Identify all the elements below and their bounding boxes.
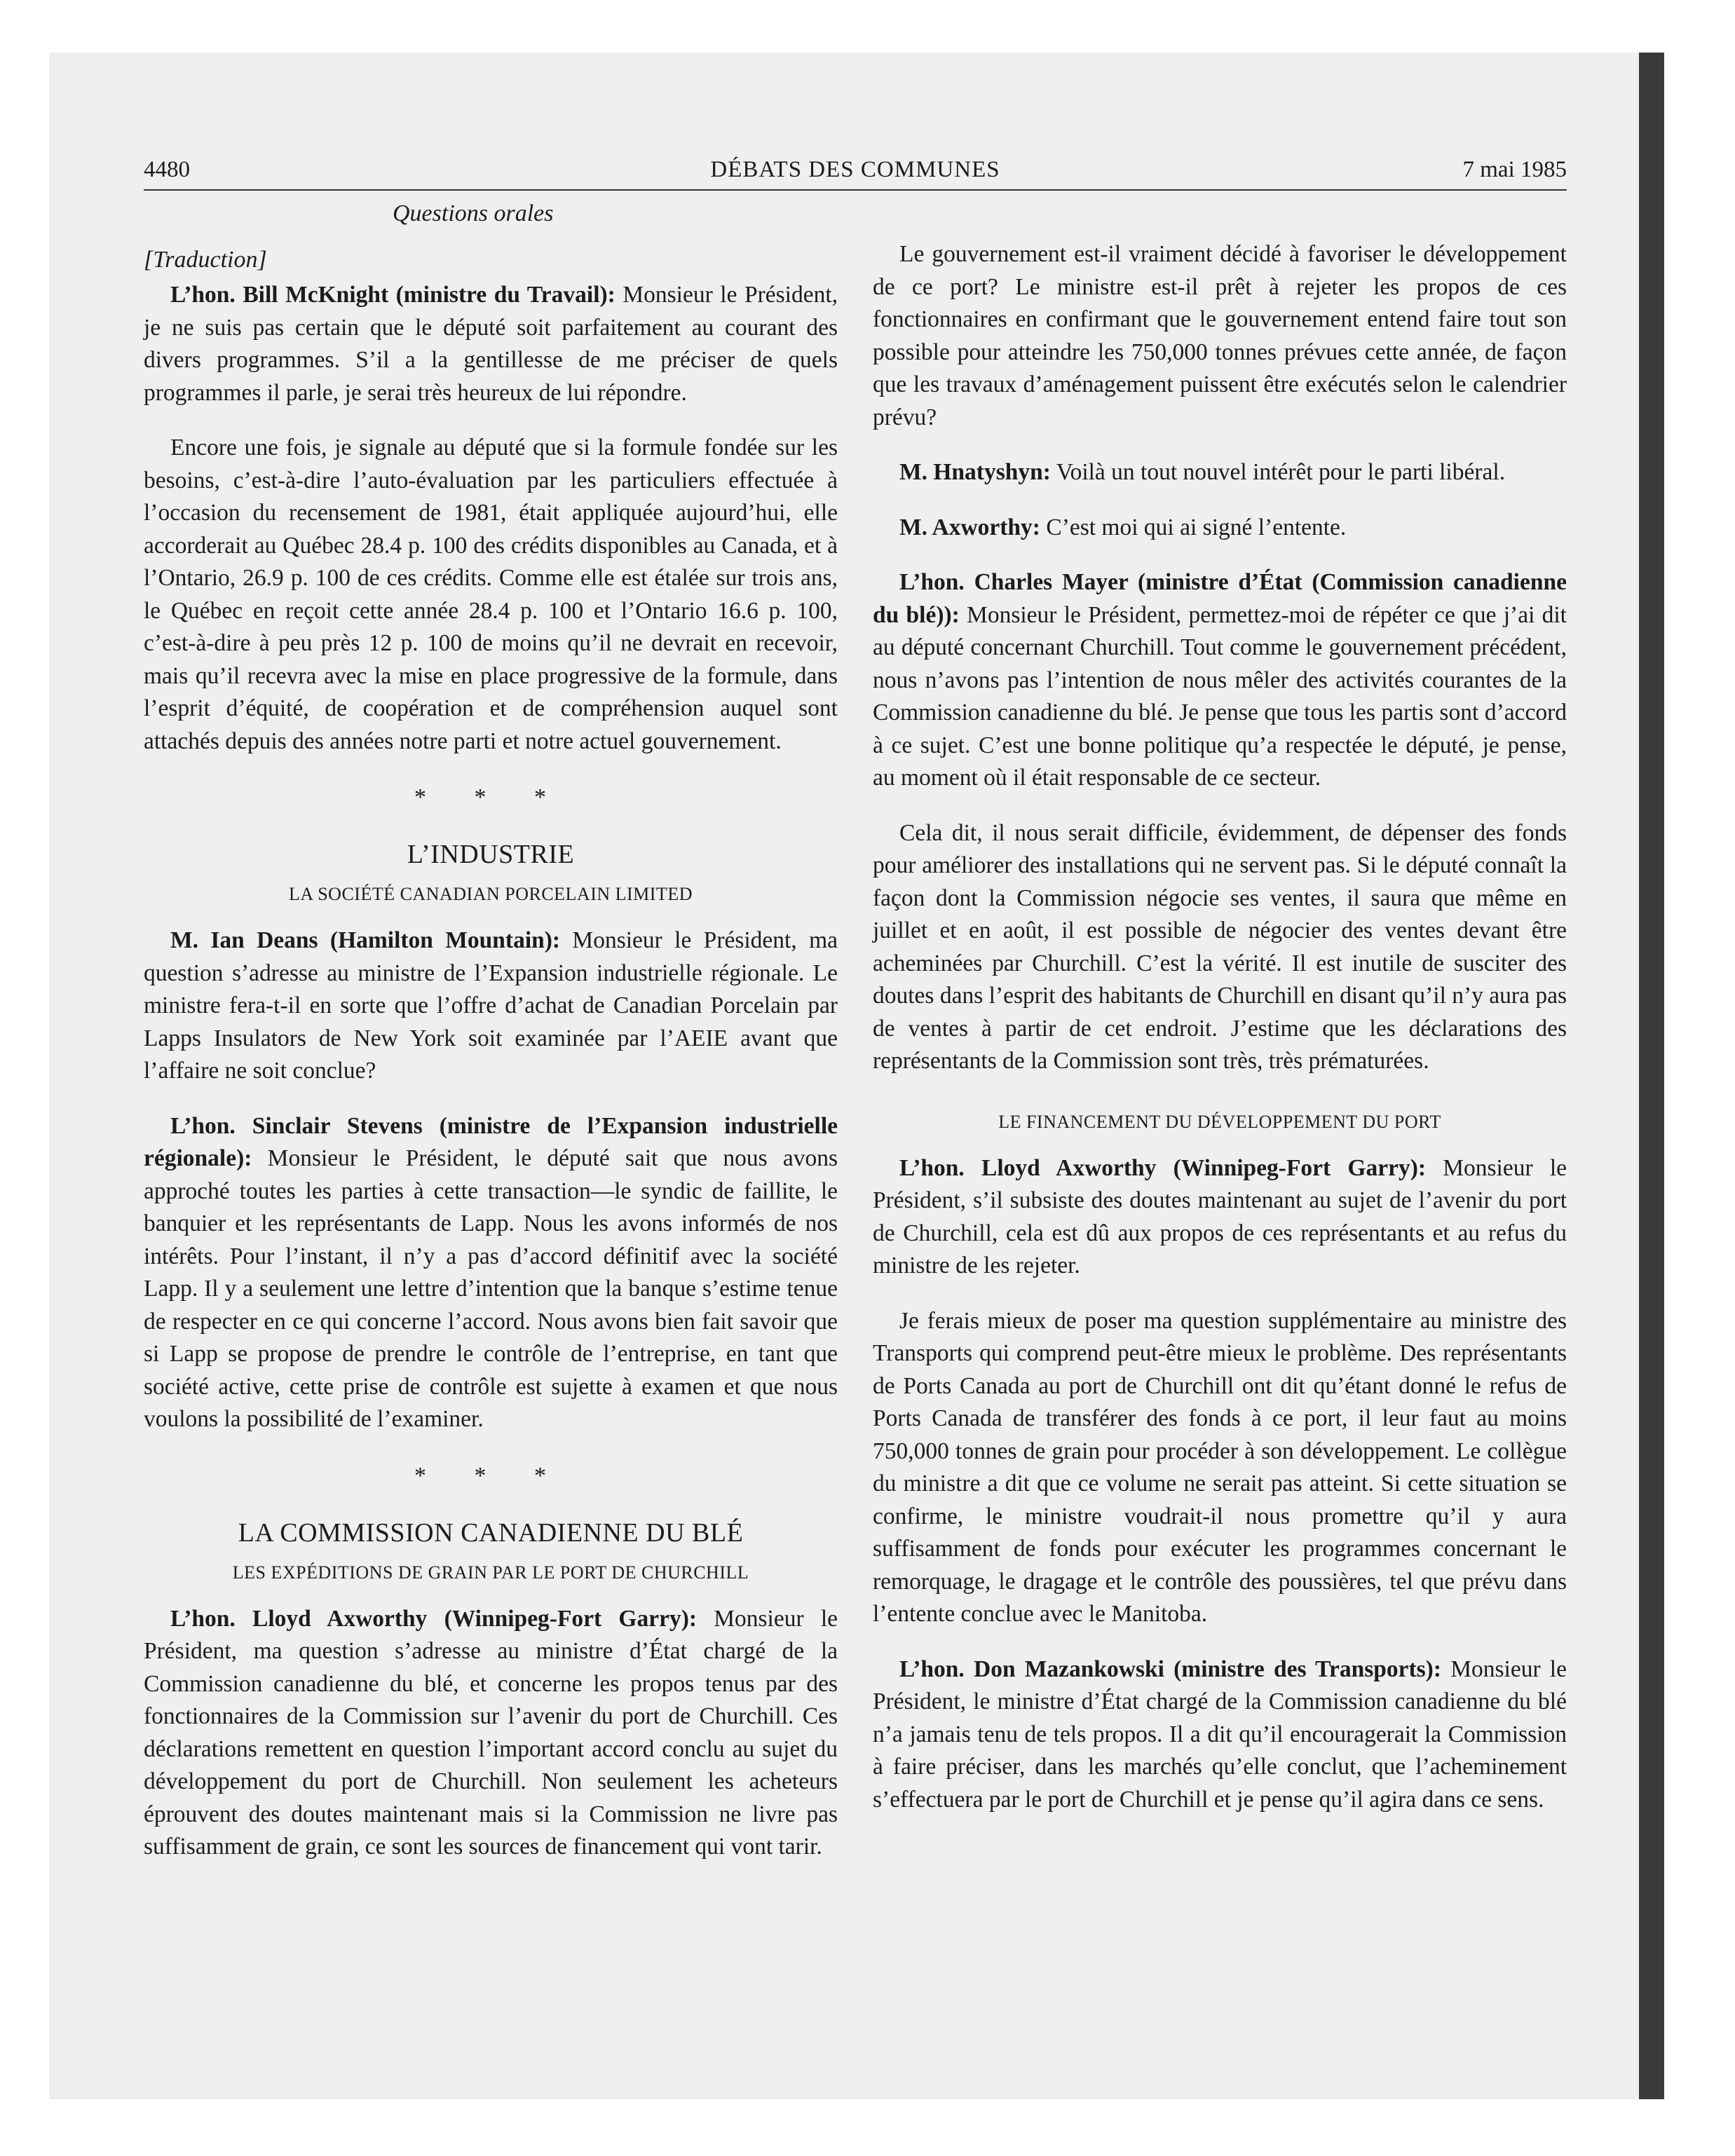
paragraph [873,1653,1567,1817]
issue-date: 7 mai 1985 [1462,157,1567,182]
paragraph-text: Cela dit, il nous serait difficile, évidemment, de dépenser des fonds pour améliorer des installations qui ne servent pas. Si le député connaît la façon dont la Commission négocie ses ventes, il saura que même en juillet et en août, il est possible de négocier des ventes devant être acheminées par Churchill. C’est la vérité. Il est inutile de susciter des doutes dans l’esprit des habitants de Churchill en disant qu’il n’y aura pas de ventes à partir de cet endroit. J’estime que les déclarations des représentants de la Commission sont très, très prématurées. [873,819,1567,1074]
paragraph-text: Encore une fois, je signale au député que si la formule fondée sur les besoins, c’est-à-dire l’auto-évaluation par les particuliers effectuée à l’occasion du recensement de 1981, était appliquée aujourd’hui, elle accorderait au Québec 28.4 p. 100 des crédits disponibles au Canada, et à l’Ontario, 26.9 p. 100 de ces crédits. Comme elle est étalée sur trois ans, le Québec en reçoit cette année 28.4 p. 100 et l’Ontario 16.6 p. 100, c’est-à-dire à peu près 12 p. 100 de moins qu’il ne devrait en recevoir, mais qu’il recevra avec la mise en place progressive de la formule, dans l’esprit d’équité, de coopération et de compréhension auquel sont attachés depuis des années notre parti et notre actuel gouvernement. [144,435,838,754]
subsection-heading: LES EXPÉDITIONS DE GRAIN PAR LE PORT DE CHURCHILL [232,1562,749,1583]
section-rubric: Questions orales [393,200,554,226]
publication-title: DÉBATS DES COMMUNES [710,157,1000,182]
translation-note: [Traduction] [144,247,267,273]
paragraph-text: Le gouvernement est-il vraiment décidé à favoriser le développement de ce port? Le ministre est-il prêt à rejeter les propos de ces fonctionnaires en confirmant que le gouvernement entend faire tout son possible pour atteindre les 750,000 tonnes prévues cette année, de façon que les travaux d’aménagement puissent être exécutés selon le calendrier prévu? [873,241,1567,430]
subsection-heading: LE FINANCEMENT DU DÉVELOPPEMENT DU PORT [998,1111,1441,1132]
paragraph [873,817,1567,1078]
subsection-heading: LA SOCIÉTÉ CANADIAN PORCELAIN LIMITED [288,884,693,904]
paragraph-text: Monsieur le Président, ma question s’adresse au ministre d’État chargé de la Commission canadienne du blé, et concerne les propos tenus par des fonctionnaires de la Commission sur l’avenir du port de Churchill. Ces déclarations remettent en question l’important accord conclu au sujet du développement du port de Churchill. Non seulement les acheteurs éprouvent des doutes maintenant mais si la Commission ne livre pas suffisamment de grain, ce sont les sources de financement qui vont tarir. [144,1605,838,1860]
speaker-name: L’hon. Bill McKnight (ministre du Travail): [170,282,615,308]
speaker-name: L’hon. Lloyd Axworthy (Winnipeg-Fort Garry): [170,1605,698,1632]
section-separator: * * * [414,1462,567,1489]
paragraph [873,512,1567,545]
paragraph-text: Monsieur le Président, le député sait que nous avons approché toutes les parties à cette transaction—le syndic de faillite, le banquier et les représentants de Lapp. Nous les avons informés de nos intérêts. Pour l’instant, il n’y a pas d’accord définitif avec la société Lapp. Il y a seulement une lettre d’intention que la banque s’estime tenue de respecter en ce qui concerne l’accord. Nous avons bien fait savoir que si Lapp se propose de prendre le contrôle de l’entreprise, en tant que société active, cette prise de contrôle est sujette à examen et que nous voulons la possibilité de l’examiner. [144,1145,838,1432]
paragraph-text: Voilà un tout nouvel intérêt pour le parti libéral. [1050,459,1506,485]
scan-edge-shadow [1639,53,1664,2099]
paragraph [144,432,838,758]
speaker-name: M. Hnatyshyn: [899,459,1051,485]
paragraph-text: C’est moi qui ai signé l’entente. [1040,514,1347,540]
running-header [144,153,1567,191]
paragraph-text: Monsieur le Président, je ne suis pas certain que le député soit parfaitement au courant des divers programmes. S’il a la gentillesse de me préciser de quels programmes il parle, je serai très heureux de lui répondre. [144,282,838,406]
speaker-name: L’hon. Charles Mayer (ministre d’État (Commission canadienne du blé)): [873,569,1567,628]
paragraph [144,1110,838,1436]
section-heading: L’INDUSTRIE [407,840,575,869]
paragraph [873,1305,1567,1631]
right-column [873,238,1567,1838]
left-column [144,200,838,1886]
page-number: 4480 [144,157,190,182]
paragraph-text: Je ferais mieux de poser ma question supplémentaire au ministre des Transports qui comprend peut-être mieux le problème. Des représentants de Ports Canada au port de Churchill ont dit qu’étant donné le refus de Ports Canada de transférer des fonds à ce port, il leur faut au moins 750,000 tonnes de grain pour procéder à son développement. Le collègue du ministre a dit que ce volume ne serait pas atteint. Si cette situation se confirme, le ministre voudrait-il nous promettre qu’il y aura suffisamment de fonds pour exécuter les programmes concernant le remorquage, le dragage et le contrôle des poussières, tel que prévu dans l’entente conclue avec le Manitoba. [873,1307,1567,1627]
section-separator: * * * [414,784,567,810]
paragraph [144,279,838,409]
section-heading: LA COMMISSION CANADIENNE DU BLÉ [238,1517,744,1548]
speaker-name: M. Axworthy: [899,514,1040,540]
paragraph [873,238,1567,434]
paragraph-text: Monsieur le Président, le ministre d’État chargé de la Commission canadienne du blé n’a jamais tenu de tels propos. Il a dit qu’il encouragerait la Commission à faire préciser, dans les marchés qu’elle conclut, que l’acheminement s’effectuera par le port de Churchill et je pense qu’il agira dans ce sens. [873,1656,1567,1813]
speaker-name: L’hon. Sinclair Stevens (ministre de l’Expansion industrielle régionale): [144,1112,838,1171]
paragraph [873,566,1567,795]
paragraph [873,1152,1567,1283]
speaker-name: L’hon. Don Mazankowski (ministre des Transports): [899,1656,1441,1682]
paragraph [873,456,1567,489]
paragraph-text: Monsieur le Président, s’il subsiste des doutes maintenant au sujet de l’avenir du port de Churchill, cela est dû aux propos de ces représentants et au refus du ministre de les rejeter. [873,1154,1567,1278]
paragraph [144,925,838,1088]
paragraph-text: Monsieur le Président, permettez-moi de répéter ce que j’ai dit au député concernant Churchill. Tout comme le gouvernement précédent, nous n’avons pas l’intention de nous mêler des activités courantes de la Commission canadienne du blé. Je pense que tous les partis sont d’accord à ce sujet. C’est une bonne politique qu’a respectée le député, je pense, au moment où il était responsable de ce secteur. [873,601,1567,791]
paragraph [144,1603,838,1864]
speaker-name: L’hon. Lloyd Axworthy (Winnipeg-Fort Garry): [899,1154,1427,1181]
speaker-name: M. Ian Deans (Hamilton Mountain): [170,927,561,953]
paragraph-text: Monsieur le Président, ma question s’adresse au ministre de l’Expansion industrielle régionale. Le ministre fera-t-il en sorte que l’offre d’achat de Canadian Porcelain par Lapps Insulators de New York soit examinée par l’AEIE avant que l’affaire ne soit conclue? [144,927,838,1084]
document-page [144,153,1567,1860]
